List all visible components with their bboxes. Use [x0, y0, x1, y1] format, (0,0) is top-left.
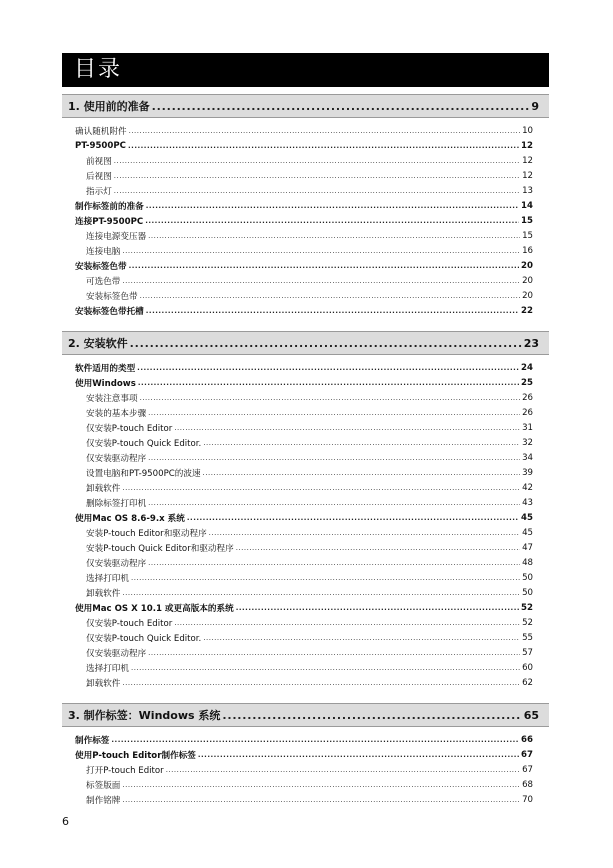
toc-entry-page: 55: [522, 632, 533, 643]
toc-entry-label: 安装标签色带托槽: [75, 306, 144, 317]
leader-dots: [203, 469, 521, 477]
toc-entry-label: 确认随机附件: [75, 126, 127, 137]
leader-dots: [111, 736, 519, 744]
toc-entry[interactable]: [62, 675, 549, 690]
toc-entry-label: 仅安装驱动程序: [86, 453, 147, 464]
toc-entry-label: 指示灯: [86, 186, 112, 197]
toc-entry-page: 68: [522, 779, 533, 790]
toc-entry-page: 45: [522, 527, 533, 538]
leader-dots: [129, 262, 519, 270]
leader-dots: [140, 394, 520, 402]
leader-dots: [198, 751, 519, 759]
toc-entry[interactable]: [62, 258, 549, 273]
toc-entry[interactable]: [62, 615, 549, 630]
toc-entry-label: 使用Mac OS 8.6-9.x 系统: [75, 513, 185, 524]
toc-entry-label: 设置电脑和PT-9500PC的波速: [86, 468, 201, 479]
toc-entry-page: 50: [522, 572, 533, 583]
toc-entry[interactable]: [62, 570, 549, 585]
toc-entry[interactable]: [62, 480, 549, 495]
toc-entry-page: 14: [521, 200, 533, 211]
section-heading-label: 2. 安装软件: [68, 337, 128, 350]
toc-entry-label: 仅安装驱动程序: [86, 648, 147, 659]
leader-dots: [148, 232, 520, 240]
leader-dots: [131, 574, 520, 582]
section-heading-page: 65: [523, 708, 539, 722]
toc-entry-page: 26: [522, 392, 533, 403]
toc-entry[interactable]: [62, 375, 549, 390]
toc-entry[interactable]: [62, 792, 549, 807]
toc-entry-page: 20: [522, 275, 533, 286]
toc-entry-label: 打开P-touch Editor: [86, 765, 164, 776]
toc-entry[interactable]: [62, 660, 549, 675]
toc-entry[interactable]: [62, 600, 549, 615]
toc-entry-label: 连接电脑: [86, 246, 121, 257]
toc-entry[interactable]: [62, 153, 549, 168]
leader-dots: [152, 100, 530, 113]
toc-entry-label: 安装P-touch Editor和驱动程序: [86, 528, 207, 539]
toc-entry[interactable]: [62, 138, 549, 153]
section-heading-label: 1. 使用前的准备: [68, 100, 150, 113]
toc-entry-page: 34: [522, 452, 533, 463]
toc-entry[interactable]: [62, 525, 549, 540]
leader-dots: [122, 484, 520, 492]
toc-entry-label: 连接电源变压器: [86, 231, 147, 242]
toc-entry-label: 使用Windows: [75, 378, 136, 389]
leader-dots: [174, 619, 520, 627]
toc-entry-label: 连接PT-9500PC: [75, 216, 144, 227]
leader-dots: [122, 781, 520, 789]
toc-entry-label: PT-9500PC: [75, 140, 126, 151]
leader-dots: [140, 292, 520, 300]
toc-entry-page: 67: [522, 764, 533, 775]
toc-entry[interactable]: [62, 303, 549, 318]
toc-entry-label: 仅安装驱动程序: [86, 558, 147, 569]
toc-entry-page: 57: [522, 647, 533, 658]
leader-dots: [137, 364, 519, 372]
leader-dots: [222, 709, 521, 722]
toc-entry-page: 31: [522, 422, 533, 433]
toc-entry-page: 42: [522, 482, 533, 493]
table-of-contents: [62, 94, 549, 813]
toc-entry[interactable]: [62, 777, 549, 792]
toc-entry-page: 24: [521, 362, 533, 373]
leader-dots: [203, 439, 520, 447]
toc-entry-page: 45: [521, 512, 533, 523]
leader-dots: [114, 172, 520, 180]
toc-entry-page: 52: [521, 602, 533, 613]
toc-entry[interactable]: [62, 243, 549, 258]
leader-dots: [203, 634, 520, 642]
toc-entry-page: 39: [522, 467, 533, 478]
toc-entry-label: 使用Mac OS X 10.1 或更高版本的系统: [75, 603, 234, 614]
toc-entry[interactable]: [62, 585, 549, 600]
toc-entry-page: 20: [521, 260, 533, 271]
section-heading[interactable]: [62, 703, 549, 727]
toc-entry[interactable]: [62, 288, 549, 303]
toc-entry[interactable]: [62, 510, 549, 525]
toc-entry-page: 50: [522, 587, 533, 598]
toc-entry-label: 安装注意事项: [86, 393, 138, 404]
toc-entry-page: 13: [522, 185, 533, 196]
toc-entry[interactable]: [62, 645, 549, 660]
leader-dots: [174, 424, 520, 432]
toc-entry-page: 22: [521, 305, 533, 316]
section-heading[interactable]: [62, 94, 549, 118]
toc-entry-label: 安装标签色带: [75, 261, 127, 272]
toc-entry-label: 卸载软件: [86, 483, 121, 494]
section-heading[interactable]: [62, 331, 549, 355]
toc-entry[interactable]: [62, 435, 549, 450]
toc-entry[interactable]: [62, 420, 549, 435]
toc-entry-page: 60: [522, 662, 533, 673]
toc-entry-label: 制作标签前的准备: [75, 201, 144, 212]
leader-dots: [114, 187, 520, 195]
toc-entry-label: 使用P-touch Editor制作标签: [75, 750, 196, 761]
toc-entry-page: 47: [522, 542, 533, 553]
toc-entry-page: 20: [522, 290, 533, 301]
toc-entry[interactable]: [62, 450, 549, 465]
leader-dots: [122, 247, 520, 255]
toc-entry[interactable]: [62, 228, 549, 243]
toc-entry[interactable]: [62, 630, 549, 645]
toc-entry[interactable]: [62, 555, 549, 570]
leader-dots: [130, 337, 522, 350]
leader-dots: [145, 217, 519, 225]
toc-entry-page: 70: [522, 794, 533, 805]
leader-dots: [122, 589, 520, 597]
toc-entry-page: 43: [522, 497, 533, 508]
toc-entry-page: 48: [522, 557, 533, 568]
section-gap: [62, 696, 549, 703]
toc-entry-page: 12: [521, 140, 533, 151]
title-bar: [62, 53, 549, 87]
toc-entry[interactable]: [62, 273, 549, 288]
leader-dots: [146, 307, 519, 315]
toc-entry-page: 66: [521, 734, 533, 745]
leader-dots: [209, 529, 520, 537]
section-heading-label: 3. 制作标签：Windows 系统: [68, 709, 221, 722]
toc-entry-label: 安装P-touch Quick Editor和驱动程序: [86, 543, 234, 554]
toc-entry-page: 16: [522, 245, 533, 256]
leader-dots: [122, 277, 520, 285]
toc-entry-label: 删除标签打印机: [86, 498, 147, 509]
toc-entry-page: 32: [522, 437, 533, 448]
toc-entry-label: 软件适用的类型: [75, 363, 136, 374]
leader-dots: [129, 127, 520, 135]
toc-entry-label: 制作铭牌: [86, 795, 121, 806]
toc-entry[interactable]: [62, 198, 549, 213]
page-title: 目录: [74, 57, 123, 82]
toc-entry-page: 26: [522, 407, 533, 418]
toc-entry[interactable]: [62, 168, 549, 183]
toc-entry-label: 卸载软件: [86, 678, 121, 689]
toc-entry[interactable]: [62, 732, 549, 747]
leader-dots: [166, 766, 520, 774]
toc-entry[interactable]: [62, 213, 549, 228]
toc-entry-label: 可选色带: [86, 276, 121, 287]
page-number: 6: [62, 815, 69, 828]
toc-entry[interactable]: [62, 747, 549, 762]
toc-entry-page: 12: [522, 155, 533, 166]
leader-dots: [187, 514, 519, 522]
toc-entry-label: 安装标签色带: [86, 291, 138, 302]
section-heading-page: 23: [523, 336, 539, 350]
toc-entry[interactable]: [62, 540, 549, 555]
toc-entry-page: 15: [522, 230, 533, 241]
toc-entry-label: 仅安装P-touch Quick Editor.: [86, 438, 202, 449]
toc-entry-label: 仅安装P-touch Quick Editor.: [86, 633, 202, 644]
leader-dots: [122, 679, 520, 687]
toc-entry[interactable]: [62, 495, 549, 510]
toc-entry[interactable]: [62, 183, 549, 198]
toc-entry[interactable]: [62, 390, 549, 405]
leader-dots: [146, 202, 519, 210]
section-entries: [62, 355, 549, 696]
leader-dots: [148, 499, 520, 507]
toc-entry-label: 前视图: [86, 156, 112, 167]
toc-entry-label: 标签版面: [86, 780, 121, 791]
toc-entry-page: 67: [521, 749, 533, 760]
section-entries: [62, 118, 549, 324]
toc-entry-page: 62: [522, 677, 533, 688]
toc-entry-label: 仅安装P-touch Editor: [86, 618, 173, 629]
toc-entry[interactable]: [62, 123, 549, 138]
toc-entry[interactable]: [62, 360, 549, 375]
toc-entry-page: 25: [521, 377, 533, 388]
toc-entry-label: 安装的基本步骤: [86, 408, 147, 419]
leader-dots: [148, 454, 520, 462]
toc-entry-label: 卸载软件: [86, 588, 121, 599]
leader-dots: [148, 409, 520, 417]
toc-entry-label: 制作标签: [75, 735, 110, 746]
leader-dots: [236, 604, 519, 612]
toc-entry-label: 选择打印机: [86, 573, 129, 584]
toc-entry-page: 15: [521, 215, 533, 226]
toc-entry-label: 仅安装P-touch Editor: [86, 423, 173, 434]
leader-dots: [148, 559, 520, 567]
leader-dots: [128, 142, 519, 150]
toc-entry[interactable]: [62, 465, 549, 480]
toc-entry[interactable]: [62, 405, 549, 420]
leader-dots: [131, 664, 520, 672]
section-entries: [62, 727, 549, 813]
toc-entry-page: 12: [522, 170, 533, 181]
section-heading-page: 9: [531, 99, 539, 113]
toc-entry-label: 后视图: [86, 171, 112, 182]
toc-entry-label: 选择打印机: [86, 663, 129, 674]
leader-dots: [148, 649, 520, 657]
leader-dots: [114, 157, 520, 165]
section-gap: [62, 324, 549, 331]
toc-entry-page: 10: [522, 125, 533, 136]
leader-dots: [236, 544, 520, 552]
toc-entry-page: 52: [522, 617, 533, 628]
toc-entry[interactable]: [62, 762, 549, 777]
leader-dots: [138, 379, 519, 387]
leader-dots: [122, 796, 520, 804]
